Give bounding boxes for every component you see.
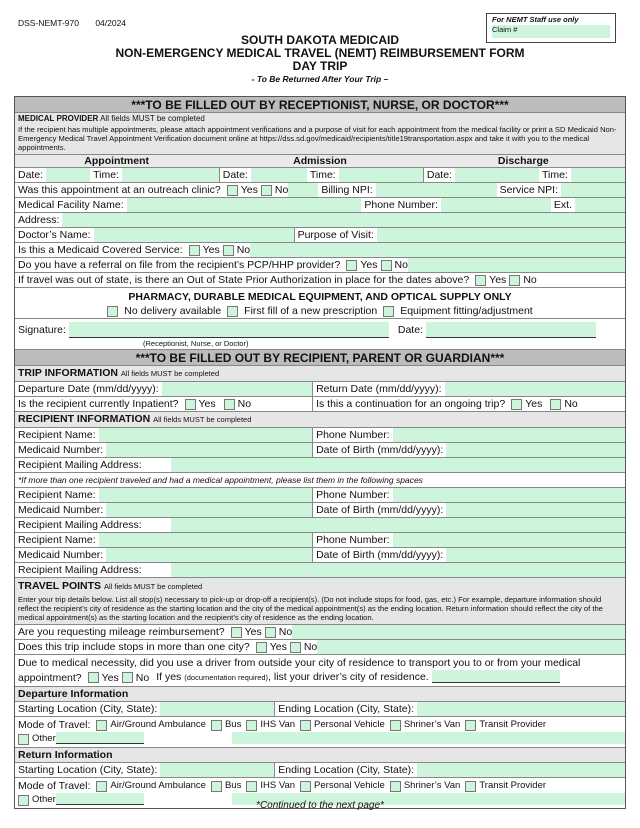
outreach-yes-checkbox[interactable] (227, 185, 238, 196)
departure-mode-checkbox-4[interactable] (390, 720, 401, 731)
appointment-header-row (15, 155, 625, 168)
recipient-name-row (15, 488, 625, 503)
departure-heading: Departure Information (18, 688, 129, 700)
form-body (14, 96, 626, 809)
out-of-state-yes-checkbox[interactable] (475, 275, 486, 286)
dob-field-3[interactable] (446, 548, 625, 562)
trip-info-title: TRIP INFORMATION (18, 367, 118, 379)
billing-npi-label: Billing NPI: (321, 184, 373, 196)
mailing-address-label: Recipient Mailing Address: (18, 564, 142, 576)
return-mode-checkbox-4[interactable] (390, 781, 401, 792)
col-admission: Admission (293, 155, 347, 167)
facility-name-label: Medical Facility Name: (18, 199, 124, 211)
title-form: NON-EMERGENCY MEDICAL TRAVEL (NEMT) REIMBURSEMENT FORM (115, 46, 525, 60)
return-mode-option-2: IHS Van (260, 780, 296, 791)
billing-npi-field[interactable] (376, 183, 497, 197)
mileage-question: Are you requesting mileage reimbursement? (18, 626, 225, 638)
medicaid-number-row (15, 503, 625, 518)
form-title-block (0, 34, 640, 84)
first-fill-checkbox[interactable] (227, 306, 238, 317)
mileage-no-checkbox[interactable] (265, 627, 276, 638)
inpatient-yes-checkbox[interactable] (185, 399, 196, 410)
trip-info-note: All fields MUST be completed (120, 369, 220, 378)
driver-question-line1: Due to medical necessity, did you use a driver from outside your city of residence to transport you to or from your medical (18, 657, 581, 669)
outreach-no-checkbox[interactable] (261, 185, 272, 196)
discharge-date-field[interactable] (455, 168, 539, 182)
form-date: 04/2024 (95, 18, 127, 28)
continuation-yes-label: Yes (525, 398, 543, 410)
continuation-yes-checkbox[interactable] (511, 399, 522, 410)
return-end-label: Ending Location (City, State): (278, 764, 415, 776)
provider-heading-note: All fields MUST be completed (100, 114, 205, 123)
no-delivery-checkbox[interactable] (107, 306, 118, 317)
if-yes-label: If yes (156, 671, 182, 683)
medicaid-number-label: Medicaid Number: (18, 549, 104, 561)
dob-field-2[interactable] (446, 503, 625, 517)
return-mode-option-4: Shriner’s Van (403, 780, 461, 791)
return-locations-row (15, 763, 625, 778)
stops-row (15, 640, 625, 655)
mailing-address-row (15, 518, 625, 533)
recipient-phone-label: Phone Number: (316, 534, 390, 546)
departure-mode-option-2: IHS Van (260, 719, 296, 730)
admission-time-label: Time: (309, 169, 336, 181)
provider-heading: MEDICAL PROVIDER (18, 114, 99, 123)
signature-block (15, 319, 625, 350)
return-mode-checkbox-0[interactable] (96, 781, 107, 792)
outreach-blank (288, 183, 318, 197)
driver-no-label: No (135, 671, 150, 684)
address-label: Address: (18, 214, 60, 226)
out-of-state-yes-label: Yes (489, 274, 507, 286)
inpatient-row (15, 397, 625, 412)
return-date-label: Return Date (mm/dd/yyyy): (316, 383, 442, 395)
stops-blank (317, 640, 625, 654)
mileage-no-label: No (278, 626, 293, 638)
travel-heading-block (15, 578, 625, 625)
covered-yes-label: Yes (202, 244, 220, 256)
out-of-state-question: If travel was out of state, is there an Out of State Prior Authorization in place for the dates above? (18, 274, 470, 286)
recipient-info-note: All fields MUST be completed (153, 415, 252, 424)
medicaid-number-field-2[interactable] (106, 503, 312, 517)
provider-section-title: ***TO BE FILLED OUT BY RECEPTIONIST, NURSE, OR DOCTOR*** (15, 97, 625, 113)
discharge-time-field[interactable] (571, 168, 625, 182)
departure-locations-row (15, 702, 625, 717)
recipient-name-field-3[interactable] (99, 533, 312, 547)
return-mode-checkbox-2[interactable] (246, 781, 257, 792)
departure-mode-option-5: Transit Provider (479, 719, 547, 730)
mileage-yes-checkbox[interactable] (231, 627, 242, 638)
stops-yes-checkbox[interactable] (256, 642, 267, 653)
covered-yes-checkbox[interactable] (189, 245, 200, 256)
continuation-no-label: No (564, 398, 578, 410)
recipient-name-label: Recipient Name: (18, 534, 96, 546)
address-field[interactable] (62, 213, 625, 227)
discharge-date-label: Date: (426, 169, 452, 181)
departure-mode-option-3: Personal Vehicle (314, 719, 385, 730)
dob-field-1[interactable] (446, 443, 625, 457)
if-yes-note: (documentation required) (184, 673, 269, 682)
multi-recipient-note: *If more than one recipient traveled and had a medical appointment, please list them in the following spaces (18, 475, 423, 485)
departure-end-field[interactable] (417, 702, 625, 716)
medicaid-number-field-3[interactable] (106, 548, 312, 562)
covered-row (15, 243, 625, 258)
stops-question: Does this trip include stops in more than one city? (18, 641, 250, 653)
facility-phone-field[interactable] (441, 198, 551, 212)
outreach-yes-label: Yes (240, 184, 258, 196)
mailing-address-label: Recipient Mailing Address: (18, 459, 142, 471)
inpatient-question: Is the recipient currently Inpatient? (18, 398, 179, 410)
medicaid-number-label: Medicaid Number: (18, 504, 104, 516)
dob-label: Date of Birth (mm/dd/yyyy): (316, 444, 444, 456)
departure-date-field[interactable] (162, 382, 312, 396)
referral-no-checkbox[interactable] (381, 260, 392, 271)
driver-question-line2: appointment? (18, 671, 82, 684)
driver-yes-checkbox[interactable] (88, 672, 99, 683)
return-mode-option-0: Air/Ground Ambulance (110, 780, 206, 791)
departure-mode-label: Mode of Travel: (18, 719, 91, 731)
medicaid-number-label: Medicaid Number: (18, 444, 104, 456)
driver-city-label: , list your driver’s city of residence. (268, 671, 429, 683)
signature-field[interactable] (69, 322, 389, 338)
return-heading-row (15, 748, 625, 763)
recipient-section-title: ***TO BE FILLED OUT BY RECIPIENT, PARENT OR GUARDIAN*** (15, 350, 625, 366)
doctor-name-field[interactable] (94, 228, 294, 242)
medicaid-number-field-1[interactable] (106, 443, 312, 457)
recipient-phone-label: Phone Number: (316, 489, 390, 501)
ext-field[interactable] (575, 198, 625, 212)
driver-block (15, 655, 625, 687)
pharmacy-title: PHARMACY, DURABLE MEDICAL EQUIPMENT, AND OPTICAL SUPPLY ONLY (128, 291, 512, 303)
appointment-date-label: Date: (18, 169, 44, 181)
signature-note: (Receptionist, Nurse, or Doctor) (143, 339, 249, 348)
recipient-name-row (15, 533, 625, 548)
medicaid-number-row (15, 548, 625, 563)
return-mode-label: Mode of Travel: (18, 780, 91, 792)
purpose-field[interactable] (377, 228, 625, 242)
inpatient-yes-label: Yes (198, 398, 216, 410)
title-trip-type: DAY TRIP (292, 59, 348, 73)
outreach-row (15, 183, 625, 198)
discharge-time-label: Time: (541, 169, 568, 181)
equipment-fitting-label: Equipment fitting/adjustment (400, 305, 533, 317)
return-date-field[interactable] (445, 382, 625, 396)
medicaid-number-row (15, 443, 625, 458)
departure-mode-checkbox-0[interactable] (96, 720, 107, 731)
departure-other-label: Other (32, 733, 56, 744)
return-mode-checkbox-3[interactable] (300, 781, 311, 792)
signature-label: Signature: (18, 324, 66, 336)
facility-phone-label: Phone Number: (364, 199, 438, 211)
recipient-name-label: Recipient Name: (18, 429, 96, 441)
return-other-label: Other (32, 794, 56, 805)
form-id: DSS-NEMT-970 (18, 18, 79, 28)
col-discharge: Discharge (497, 155, 549, 167)
sig-date-label: Date: (397, 324, 423, 336)
out-of-state-no-checkbox[interactable] (509, 275, 520, 286)
service-npi-label: Service NPI: (499, 184, 558, 196)
departure-date-label: Departure Date (mm/dd/yyyy): (18, 383, 159, 395)
referral-blank (408, 258, 625, 272)
return-heading: Return Information (18, 749, 113, 761)
return-end-field[interactable] (417, 763, 625, 777)
ext-label: Ext. (553, 199, 572, 211)
departure-other-field[interactable] (56, 732, 144, 744)
recipient-phone-field-2[interactable] (393, 488, 625, 502)
doctor-row (15, 228, 625, 243)
recipient-info-title: RECIPIENT INFORMATION (18, 413, 151, 425)
departure-end-label: Ending Location (City, State): (278, 703, 415, 715)
outreach-question: Was this appointment at an outreach clinic? (18, 184, 221, 196)
sig-date-field[interactable] (426, 322, 596, 338)
return-mode-checkbox-1[interactable] (211, 781, 222, 792)
stops-yes-label: Yes (269, 641, 287, 653)
departure-mode-option-0: Air/Ground Ambulance (110, 719, 206, 730)
return-mode-option-5: Transit Provider (479, 780, 547, 791)
recipient-phone-label: Phone Number: (316, 429, 390, 441)
mileage-yes-label: Yes (244, 626, 262, 638)
inpatient-no-checkbox[interactable] (224, 399, 235, 410)
title-state: SOUTH DAKOTA MEDICAID (241, 33, 399, 47)
outreach-no-label: No (274, 184, 289, 196)
mileage-blank (292, 625, 625, 639)
referral-question: Do you have a referral on file from the recipient’s PCP/HHP provider? (18, 259, 341, 271)
appointment-time-label: Time: (93, 169, 119, 181)
multi-recipient-note-row (15, 473, 625, 488)
purpose-label: Purpose of Visit: (297, 229, 374, 241)
continuation-question: Is this a continuation for an ongoing trip? (316, 398, 506, 410)
mailing-address-row (15, 563, 625, 578)
appointment-time-field[interactable] (122, 168, 219, 182)
recipient-name-row (15, 428, 625, 443)
recipient-info-heading (15, 412, 625, 428)
inpatient-no-label: No (237, 398, 252, 410)
subtitle: - To Be Returned After Your Trip – (251, 74, 389, 84)
referral-yes-label: Yes (360, 259, 378, 271)
departure-other-blank (232, 732, 625, 744)
staff-box-title: For NEMT Staff use only (492, 15, 579, 24)
recipient-blocks (15, 428, 625, 578)
departure-mode-option-1: Bus (224, 719, 242, 730)
appointment-dates-row (15, 168, 625, 183)
recipient-phone-field-1[interactable] (393, 428, 625, 442)
departure-other-checkbox[interactable] (18, 734, 29, 745)
covered-blank (250, 243, 625, 257)
departure-mode-row (15, 717, 625, 748)
form-id-block (18, 18, 140, 28)
continuation-no-checkbox[interactable] (550, 399, 561, 410)
out-of-state-row (15, 273, 625, 288)
mileage-row (15, 625, 625, 640)
covered-no-checkbox[interactable] (223, 245, 234, 256)
driver-no-checkbox[interactable] (122, 672, 133, 683)
pharmacy-options-row (15, 304, 625, 319)
admission-date-field[interactable] (251, 168, 307, 182)
referral-no-label: No (394, 259, 408, 271)
col-appointment: Appointment (84, 155, 150, 167)
facility-row (15, 198, 625, 213)
out-of-state-no-label: No (523, 274, 537, 286)
trip-dates-row (15, 382, 625, 397)
travel-instructions: Enter your trip details below. List all stop(s) necessary to pick-up or drop-off a recipient(s). (Do not include stops for food, gas, etc.) For example, departure information should reflect the recipient’s city of residence as the starting location and the city of the medical appointment(s) as the ending location. Return information should reflect the city of the medical appointment(s) as the starting location and the recipient’s city of residence as the ending location. (18, 595, 603, 622)
equipment-fitting-checkbox[interactable] (383, 306, 394, 317)
travel-heading: TRAVEL POINTS (18, 580, 102, 592)
departure-mode-checkbox-1[interactable] (211, 720, 222, 731)
covered-no-label: No (236, 244, 251, 256)
departure-mode-checkbox-5[interactable] (465, 720, 476, 731)
trip-legs (15, 687, 625, 808)
departure-mode-checkbox-3[interactable] (300, 720, 311, 731)
provider-instructions: If the recipient has multiple appointments, please attach appointment verifications and a purpose of visit for each appointment from the medical facility or print a SD Medicaid Non-Emergency Medical Travel Appointment Verification document online at https://dss.sd.gov/medicaid/recipients/title19transportation.aspx and take it with you to the medical appointments. (18, 125, 617, 152)
return-mode-option-3: Personal Vehicle (314, 780, 385, 791)
recipient-name-field-2[interactable] (99, 488, 312, 502)
departure-start-label: Starting Location (City, State): (18, 703, 158, 715)
mailing-address-field-1[interactable] (171, 458, 625, 472)
admission-date-label: Date: (222, 169, 248, 181)
dob-label: Date of Birth (mm/dd/yyyy): (316, 504, 444, 516)
first-fill-label: First fill of a new prescription (244, 305, 378, 317)
recipient-phone-field-3[interactable] (393, 533, 625, 547)
facility-name-field[interactable] (127, 198, 362, 212)
referral-yes-checkbox[interactable] (346, 260, 357, 271)
doctor-name-label: Doctor’s Name: (18, 229, 91, 241)
mailing-address-row (15, 458, 625, 473)
driver-city-field[interactable] (432, 670, 560, 683)
mailing-address-label: Recipient Mailing Address: (18, 519, 142, 531)
claim-label: Claim # (492, 25, 518, 34)
provider-heading-block (15, 113, 625, 155)
admission-time-field[interactable] (339, 168, 423, 182)
dob-label: Date of Birth (mm/dd/yyyy): (316, 549, 444, 561)
appointment-date-field[interactable] (46, 168, 90, 182)
mailing-address-field-3[interactable] (171, 563, 625, 577)
departure-mode-option-4: Shriner’s Van (403, 719, 461, 730)
referral-row (15, 258, 625, 273)
address-row (15, 213, 625, 228)
recipient-name-field-1[interactable] (99, 428, 312, 442)
return-start-label: Starting Location (City, State): (18, 764, 158, 776)
continued-note: *Continued to the next page* (256, 800, 384, 811)
mailing-address-field-2[interactable] (171, 518, 625, 532)
trip-info-heading (15, 366, 625, 382)
return-mode-option-1: Bus (224, 780, 242, 791)
return-start-field[interactable] (160, 763, 274, 777)
no-delivery-label: No delivery available (124, 305, 222, 317)
service-npi-field[interactable] (561, 183, 625, 197)
departure-start-field[interactable] (160, 702, 274, 716)
recipient-name-label: Recipient Name: (18, 489, 96, 501)
covered-question: Is this a Medicaid Covered Service: (18, 244, 183, 256)
stops-no-checkbox[interactable] (290, 642, 301, 653)
departure-mode-checkbox-2[interactable] (246, 720, 257, 731)
travel-heading-note: All fields MUST be completed (103, 582, 203, 591)
driver-yes-label: Yes (101, 671, 119, 684)
stops-no-label: No (303, 641, 318, 653)
departure-heading-row (15, 687, 625, 702)
return-mode-checkbox-5[interactable] (465, 781, 476, 792)
